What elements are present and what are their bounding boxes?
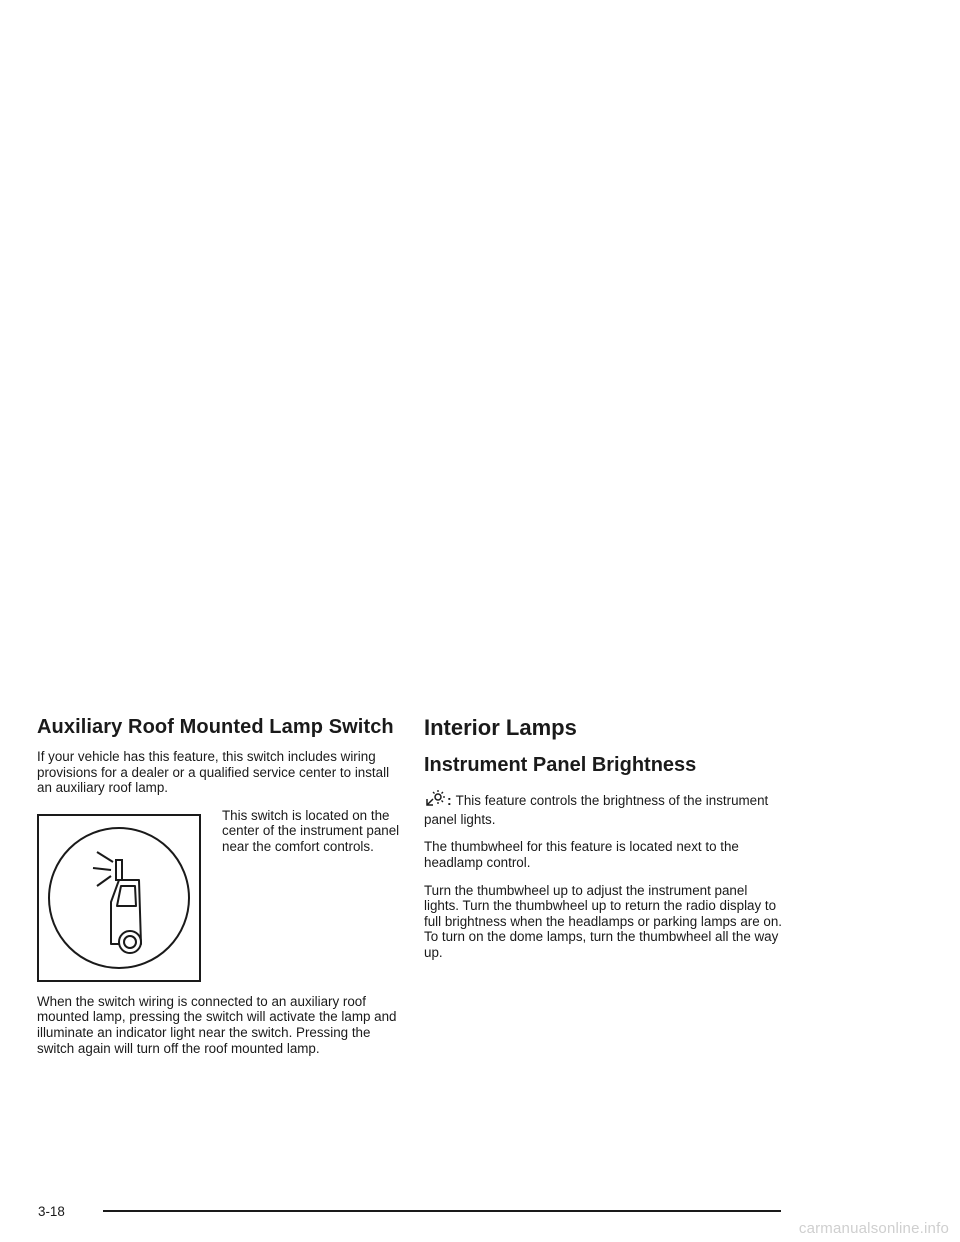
- brightness-paragraph: [424, 790, 784, 827]
- right-column: [424, 716, 784, 973]
- watermark: carmanualsonline.info: [798, 1220, 949, 1237]
- figure-caption-text: This switch is located on the center of the instrument panel near the comfort controls.: [222, 807, 400, 854]
- thumbwheel-usage-paragraph: Turn the thumbwheel up to adjust the instrument panel lights. Turn the thumbwheel up to return the radio display to full brightness when the headlamps or parking lamps are on. To turn on the dome lamps, turn the thumbwheel all the way up.: [424, 882, 783, 960]
- footer-rule: [103, 1210, 781, 1212]
- section-heading-auxiliary-roof-lamp: Auxiliary Roof Mounted Lamp Switch: [37, 716, 394, 738]
- roof-lamp-switch-icon: [37, 814, 201, 982]
- section-heading-interior-lamps: Interior Lamps: [424, 715, 577, 740]
- subheading-instrument-panel-brightness: Instrument Panel Brightness: [424, 754, 697, 777]
- thumbwheel-location-paragraph: The thumbwheel for this feature is located next to the headlamp control.: [424, 839, 739, 870]
- page-number: 3-18: [38, 1204, 65, 1219]
- brightness-paragraph-text: This feature controls the brightness of the instrument panel lights.: [424, 793, 769, 827]
- intro-paragraph: If your vehicle has this feature, this switch includes wiring provisions for a dealer or a qualified service center to install an auxiliary roof lamp.: [37, 749, 390, 796]
- after-figure-paragraph: When the switch wiring is connected to an auxiliary roof mounted lamp, pressing the switch will activate the lamp and illuminate an indicator light near the switch. Pressing the switch again will turn off the roof mounted lamp.: [37, 993, 397, 1056]
- instrument-panel-brightness-icon: [424, 790, 446, 812]
- icon-colon: :: [447, 792, 452, 809]
- figure-row: [37, 808, 399, 978]
- figure-caption: [222, 808, 400, 855]
- left-column: [37, 716, 399, 1068]
